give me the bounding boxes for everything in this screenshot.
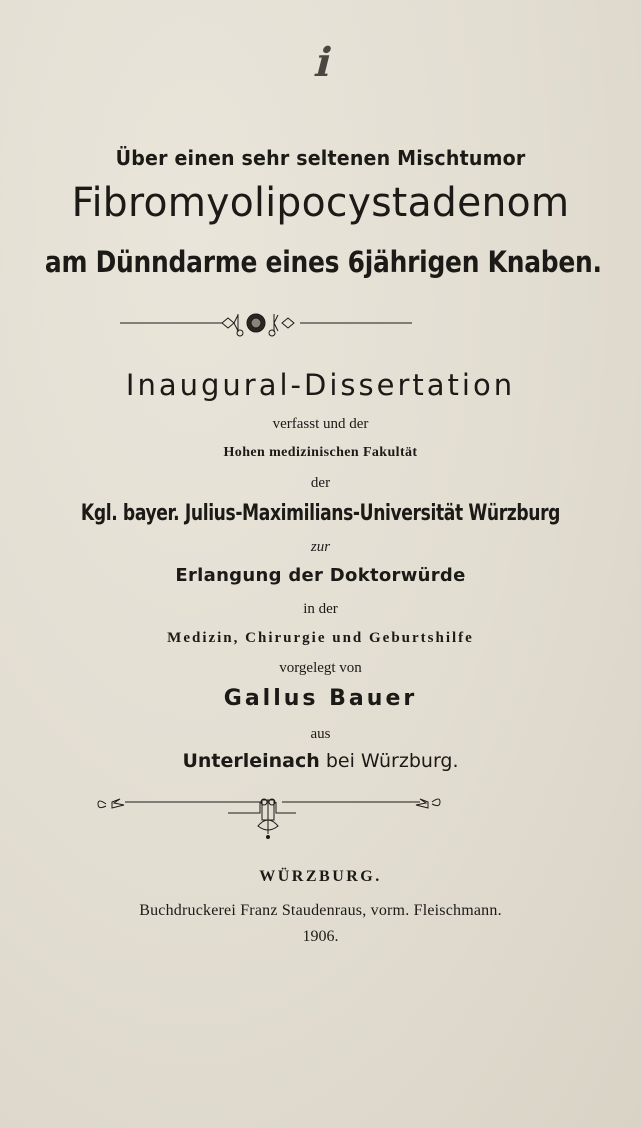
degree-line: Erlangung der Doktorwürde <box>175 565 466 586</box>
line-verfasst: verfasst und der <box>272 416 369 432</box>
hometown-name: Unterleinach <box>182 750 320 772</box>
hometown-line <box>0 750 641 772</box>
document-type: Inaugural-Dissertation <box>125 368 516 402</box>
line-in-der: in der <box>303 601 338 617</box>
line-zur: zur <box>310 539 331 555</box>
imprint-printer: Buchdruckerei Franz Staudenraus, vorm. Fleischmann. <box>139 902 502 919</box>
line-vorgelegt: vorgelegt von <box>279 660 362 676</box>
hometown-rest: bei Würzburg. <box>319 750 459 772</box>
line-aus: aus <box>310 726 331 742</box>
line-der: der <box>310 475 331 491</box>
library-mark: ℹ <box>312 40 329 86</box>
line-fakultaet: Hohen medizinischen Fakultät <box>223 445 418 460</box>
imprint-city: WÜRZBURG. <box>259 868 382 885</box>
imprint-year: 1906. <box>302 928 339 945</box>
university-name: Kgl. bayer. Julius-Maximilians-Universität Würzburg <box>80 501 561 526</box>
fields-line: Medizin, Chirurgie und Geburtshilfe <box>167 630 474 646</box>
ornament-divider-top <box>0 308 641 338</box>
title-line-1: Über einen sehr seltenen Mischtumor <box>115 146 526 170</box>
ornament-divider-bottom <box>0 796 641 840</box>
title-line-2: Fibromyolipocystadenom <box>71 180 570 226</box>
author-name: Gallus Bauer <box>223 686 418 711</box>
title-line-3: am Dünndarme eines 6jährigen Knaben. <box>44 245 602 279</box>
